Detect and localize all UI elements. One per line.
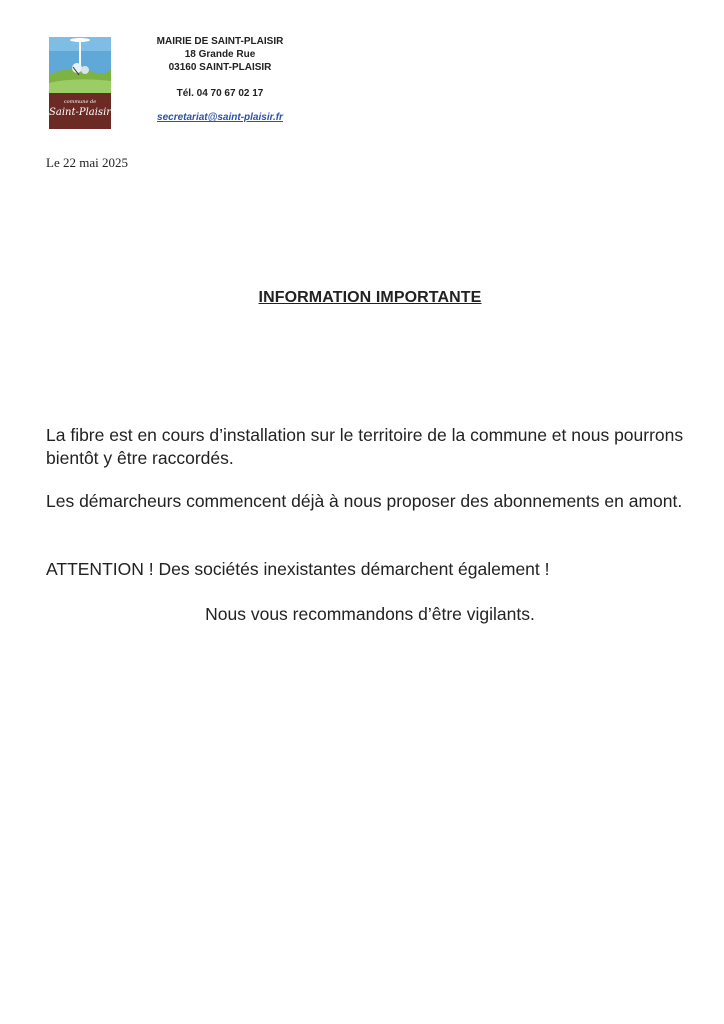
paragraph-fibre: La fibre est en cours d’installation sur le territoire de la commune et nous pourrons bientôt y être raccordés. <box>46 425 684 468</box>
notice-title: INFORMATION IMPORTANTE <box>258 289 482 306</box>
logo-caption-main: Saint-Plaisir <box>49 107 112 118</box>
mairie-name: MAIRIE DE SAINT-PLAISIR <box>156 36 284 47</box>
paragraph-recommendation: Nous vous recommandons d’être vigilants. <box>205 604 535 624</box>
phone-number: Tél. 04 70 67 02 17 <box>176 88 264 99</box>
paragraph-warning: ATTENTION ! Des sociétés inexistantes démarchent également ! <box>46 559 550 579</box>
email-link[interactable]: secretariat@saint-plaisir.fr <box>157 112 283 123</box>
logo-caption-small: commune de <box>63 99 97 105</box>
commune-logo <box>49 37 111 129</box>
letter-date: Le 22 mai 2025 <box>46 155 128 170</box>
street-address: 18 Grande Rue <box>184 49 256 60</box>
letterhead <box>120 35 320 124</box>
city-address: 03160 SAINT-PLAISIR <box>168 62 272 73</box>
paragraph-canvassers: Les démarcheurs commencent déjà à nous proposer des abonnements en amont. <box>46 491 683 511</box>
